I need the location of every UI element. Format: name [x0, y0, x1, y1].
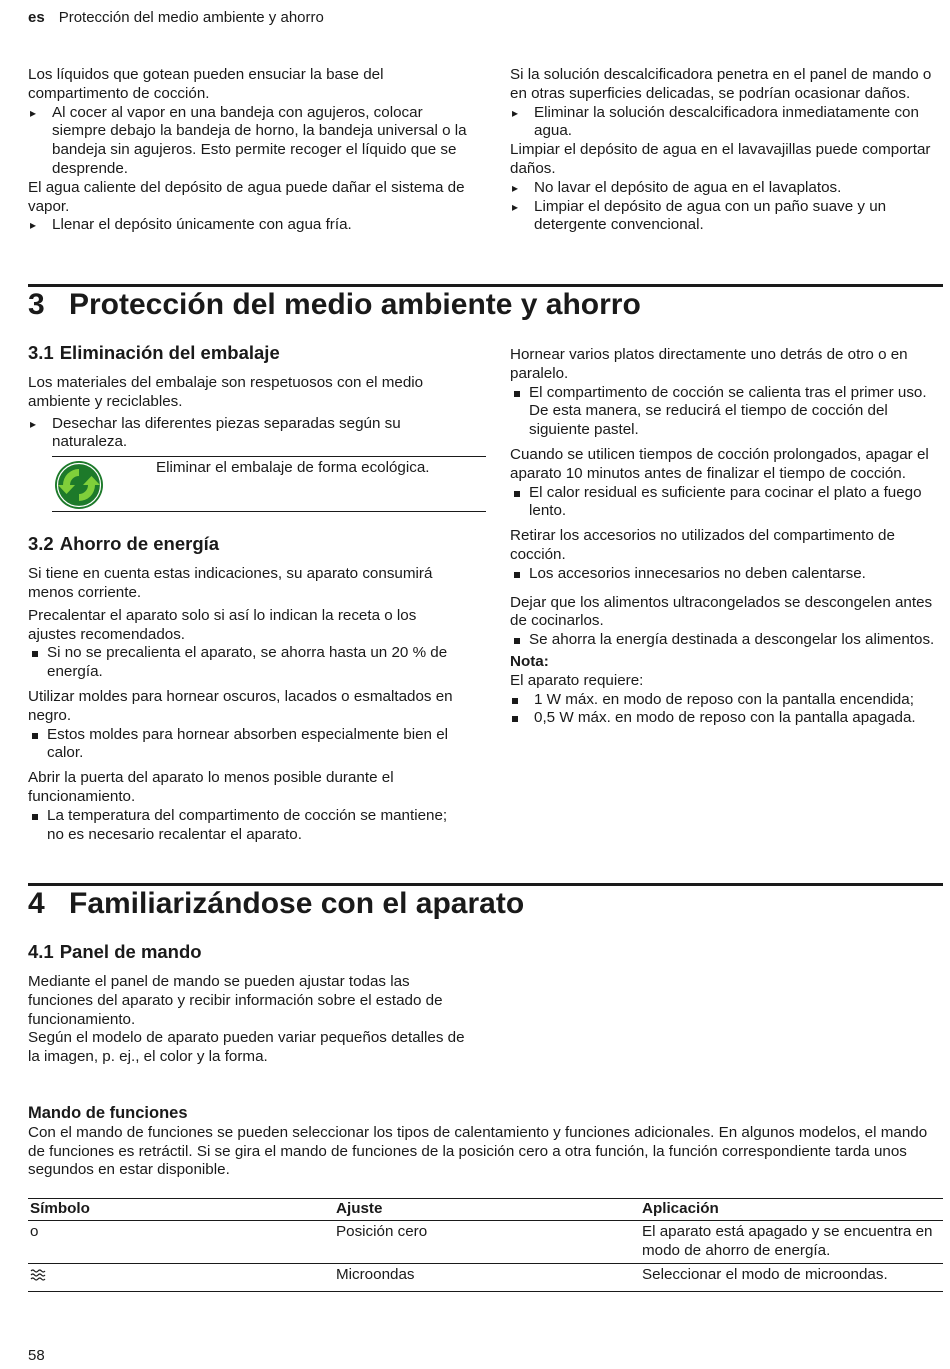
result-item: Se ahorra la energía destinada a descongelar los alimentos. — [510, 631, 940, 650]
setting-cell: Posición cero — [334, 1220, 640, 1264]
chapter-3-left-column — [28, 342, 468, 844]
chapter-title-text: Familiarizándose con el aparato — [69, 887, 525, 920]
section-number: 4.1 — [28, 941, 54, 962]
section-number: 3.1 — [28, 342, 54, 363]
paragraph: Utilizar moldes para hornear oscuros, lacados o esmaltados en negro. — [28, 687, 453, 724]
top-right-column — [510, 66, 940, 235]
mando-section — [28, 1104, 943, 1180]
paragraph: Mediante el panel de mando se pueden ajustar todas las funciones del aparato y recibir información sobre el estado de funcionamiento. — [28, 973, 443, 1028]
paragraph: Con el mando de funciones se pueden seleccionar los tipos de calentamiento y funciones adicionales. En algunos modelos, el mando de funciones es retráctil. Si se gira el mando de funciones de la posición cero a otra función, la función correspondiente tarda unos segundos en estar disponible. — [28, 1123, 928, 1179]
note-text: Eliminar el embalaje de forma ecológica. — [156, 459, 430, 477]
table-header-row — [28, 1199, 943, 1221]
note-intro: El aparato requiere: — [510, 671, 644, 689]
paragraph: Si tiene en cuenta estas indicaciones, su aparato consumirá menos corriente. — [28, 565, 433, 601]
instruction-item: ▸ Limpiar el depósito de agua con un paño suave y un detergente convencional. — [510, 198, 940, 236]
recycling-note — [52, 456, 486, 512]
paragraph: Hornear varios platos directamente uno detrás de otro o en paralelo. — [510, 346, 908, 382]
paragraph: Los líquidos que gotean pueden ensuciar la base del compartimento de cocción. — [28, 66, 384, 102]
paragraph: Abrir la puerta del aparato lo menos posible durante el funcionamiento. — [28, 769, 394, 805]
top-left-column — [28, 66, 468, 235]
section-title-text: Eliminación del embalaje — [59, 342, 280, 363]
chapter-4-title — [28, 886, 524, 922]
chapter-number: 3 — [28, 288, 45, 321]
page-number: 58 — [28, 1347, 45, 1364]
language-code: es — [28, 9, 45, 26]
section-3-1-title — [28, 342, 468, 364]
paragraph: Retirar los accesorios no utilizados del compartimento de cocción. — [510, 527, 895, 563]
paragraph: Según el modelo de aparato pueden variar pequeños detalles de la imagen, p. ej., el color y la forma. — [28, 1029, 465, 1066]
microwave-icon — [30, 1268, 46, 1282]
paragraph: Limpiar el depósito de agua en el lavavajillas puede comportar daños. — [510, 141, 931, 177]
symbol-cell — [28, 1264, 334, 1292]
symbol-cell — [28, 1220, 334, 1264]
paragraph: Cuando se utilicen tiempos de cocción prolongados, apagar el aparato 10 minutos antes de finalizar el tiempo de cocción. — [510, 445, 929, 482]
chapter-3-right-column — [510, 346, 940, 728]
section-3-2-title — [28, 533, 468, 555]
chapter-number: 4 — [28, 887, 45, 920]
application-cell: El aparato está apagado y se encuentra en modo de ahorro de energía. — [640, 1220, 943, 1264]
section-4-1-title — [28, 941, 468, 963]
note-item: 0,5 W máx. en modo de reposo con la pantalla apagada. — [510, 709, 940, 728]
instruction-item: ▸ Al cocer al vapor en una bandeja con agujeros, colocar siempre debajo la bandeja de horno, la bandeja universal o la bandeja sin agujeros. Esto permite recoger el líquido que se desprende. — [28, 104, 468, 179]
result-item: La temperatura del compartimento de cocción se mantiene; no es necesario recalentar el aparato. — [28, 807, 468, 845]
instruction-item: ▸ No lavar el depósito de agua en el lavaplatos. — [510, 179, 940, 198]
column-header: Símbolo — [28, 1199, 334, 1221]
table-row — [28, 1220, 943, 1264]
zero-position-symbol: o — [30, 1222, 39, 1240]
result-item: El compartimento de cocción se calienta tras el primer uso. De esta manera, se reducirá el tiempo de cocción del siguiente pastel. — [510, 384, 940, 440]
header-title: Protección del medio ambiente y ahorro — [58, 9, 324, 26]
note-label: Nota: — [510, 652, 549, 670]
result-item: Si no se precalienta el aparato, se ahorra hasta un 20 % de energía. — [28, 644, 468, 682]
note-item: 1 W máx. en modo de reposo con la pantalla encendida; — [510, 691, 940, 710]
section-title-text: Ahorro de energía — [59, 533, 220, 555]
column-header: Aplicación — [640, 1199, 943, 1221]
column-header: Ajuste — [334, 1199, 640, 1221]
paragraph: Dejar que los alimentos ultracongelados se descongelen antes de cocinarlos. — [510, 593, 933, 630]
functions-table — [28, 1198, 943, 1292]
green-dot-recycling-icon — [54, 460, 104, 510]
paragraph: Los materiales del embalaje son respetuosos con el medio ambiente y reciclables. — [28, 374, 424, 410]
paragraph: El agua caliente del depósito de agua puede dañar el sistema de vapor. — [28, 178, 465, 215]
chapter-3-title — [28, 287, 641, 323]
running-header — [28, 9, 324, 28]
subheading: Mando de funciones — [28, 1104, 188, 1122]
instruction-item: ▸ Eliminar la solución descalcificadora inmediatamente con agua. — [510, 104, 940, 142]
setting-cell: Microondas — [334, 1264, 640, 1292]
paragraph: Si la solución descalcificadora penetra en el panel de mando o en otras superficies delicadas, se podrían ocasionar daños. — [510, 66, 932, 102]
result-item: Estos moldes para hornear absorben especialmente bien el calor. — [28, 726, 468, 764]
result-item: Los accesorios innecesarios no deben calentarse. — [510, 565, 940, 584]
result-item: El calor residual es suficiente para cocinar el plato a fuego lento. — [510, 484, 940, 522]
instruction-item: ▸ Desechar las diferentes piezas separadas según su naturaleza. — [28, 415, 468, 453]
chapter-title-text: Protección del medio ambiente y ahorro — [69, 288, 641, 321]
instruction-item: ▸ Llenar el depósito únicamente con agua fría. — [28, 216, 468, 235]
application-cell: Seleccionar el modo de microondas. — [640, 1264, 943, 1292]
paragraph: Precalentar el aparato solo si así lo indican la receta o los ajustes recomendados. — [28, 606, 417, 643]
section-title-text: Panel de mando — [59, 941, 202, 962]
chapter-4-left-column — [28, 941, 468, 1067]
section-number: 3.2 — [28, 533, 54, 555]
table-row — [28, 1264, 943, 1292]
